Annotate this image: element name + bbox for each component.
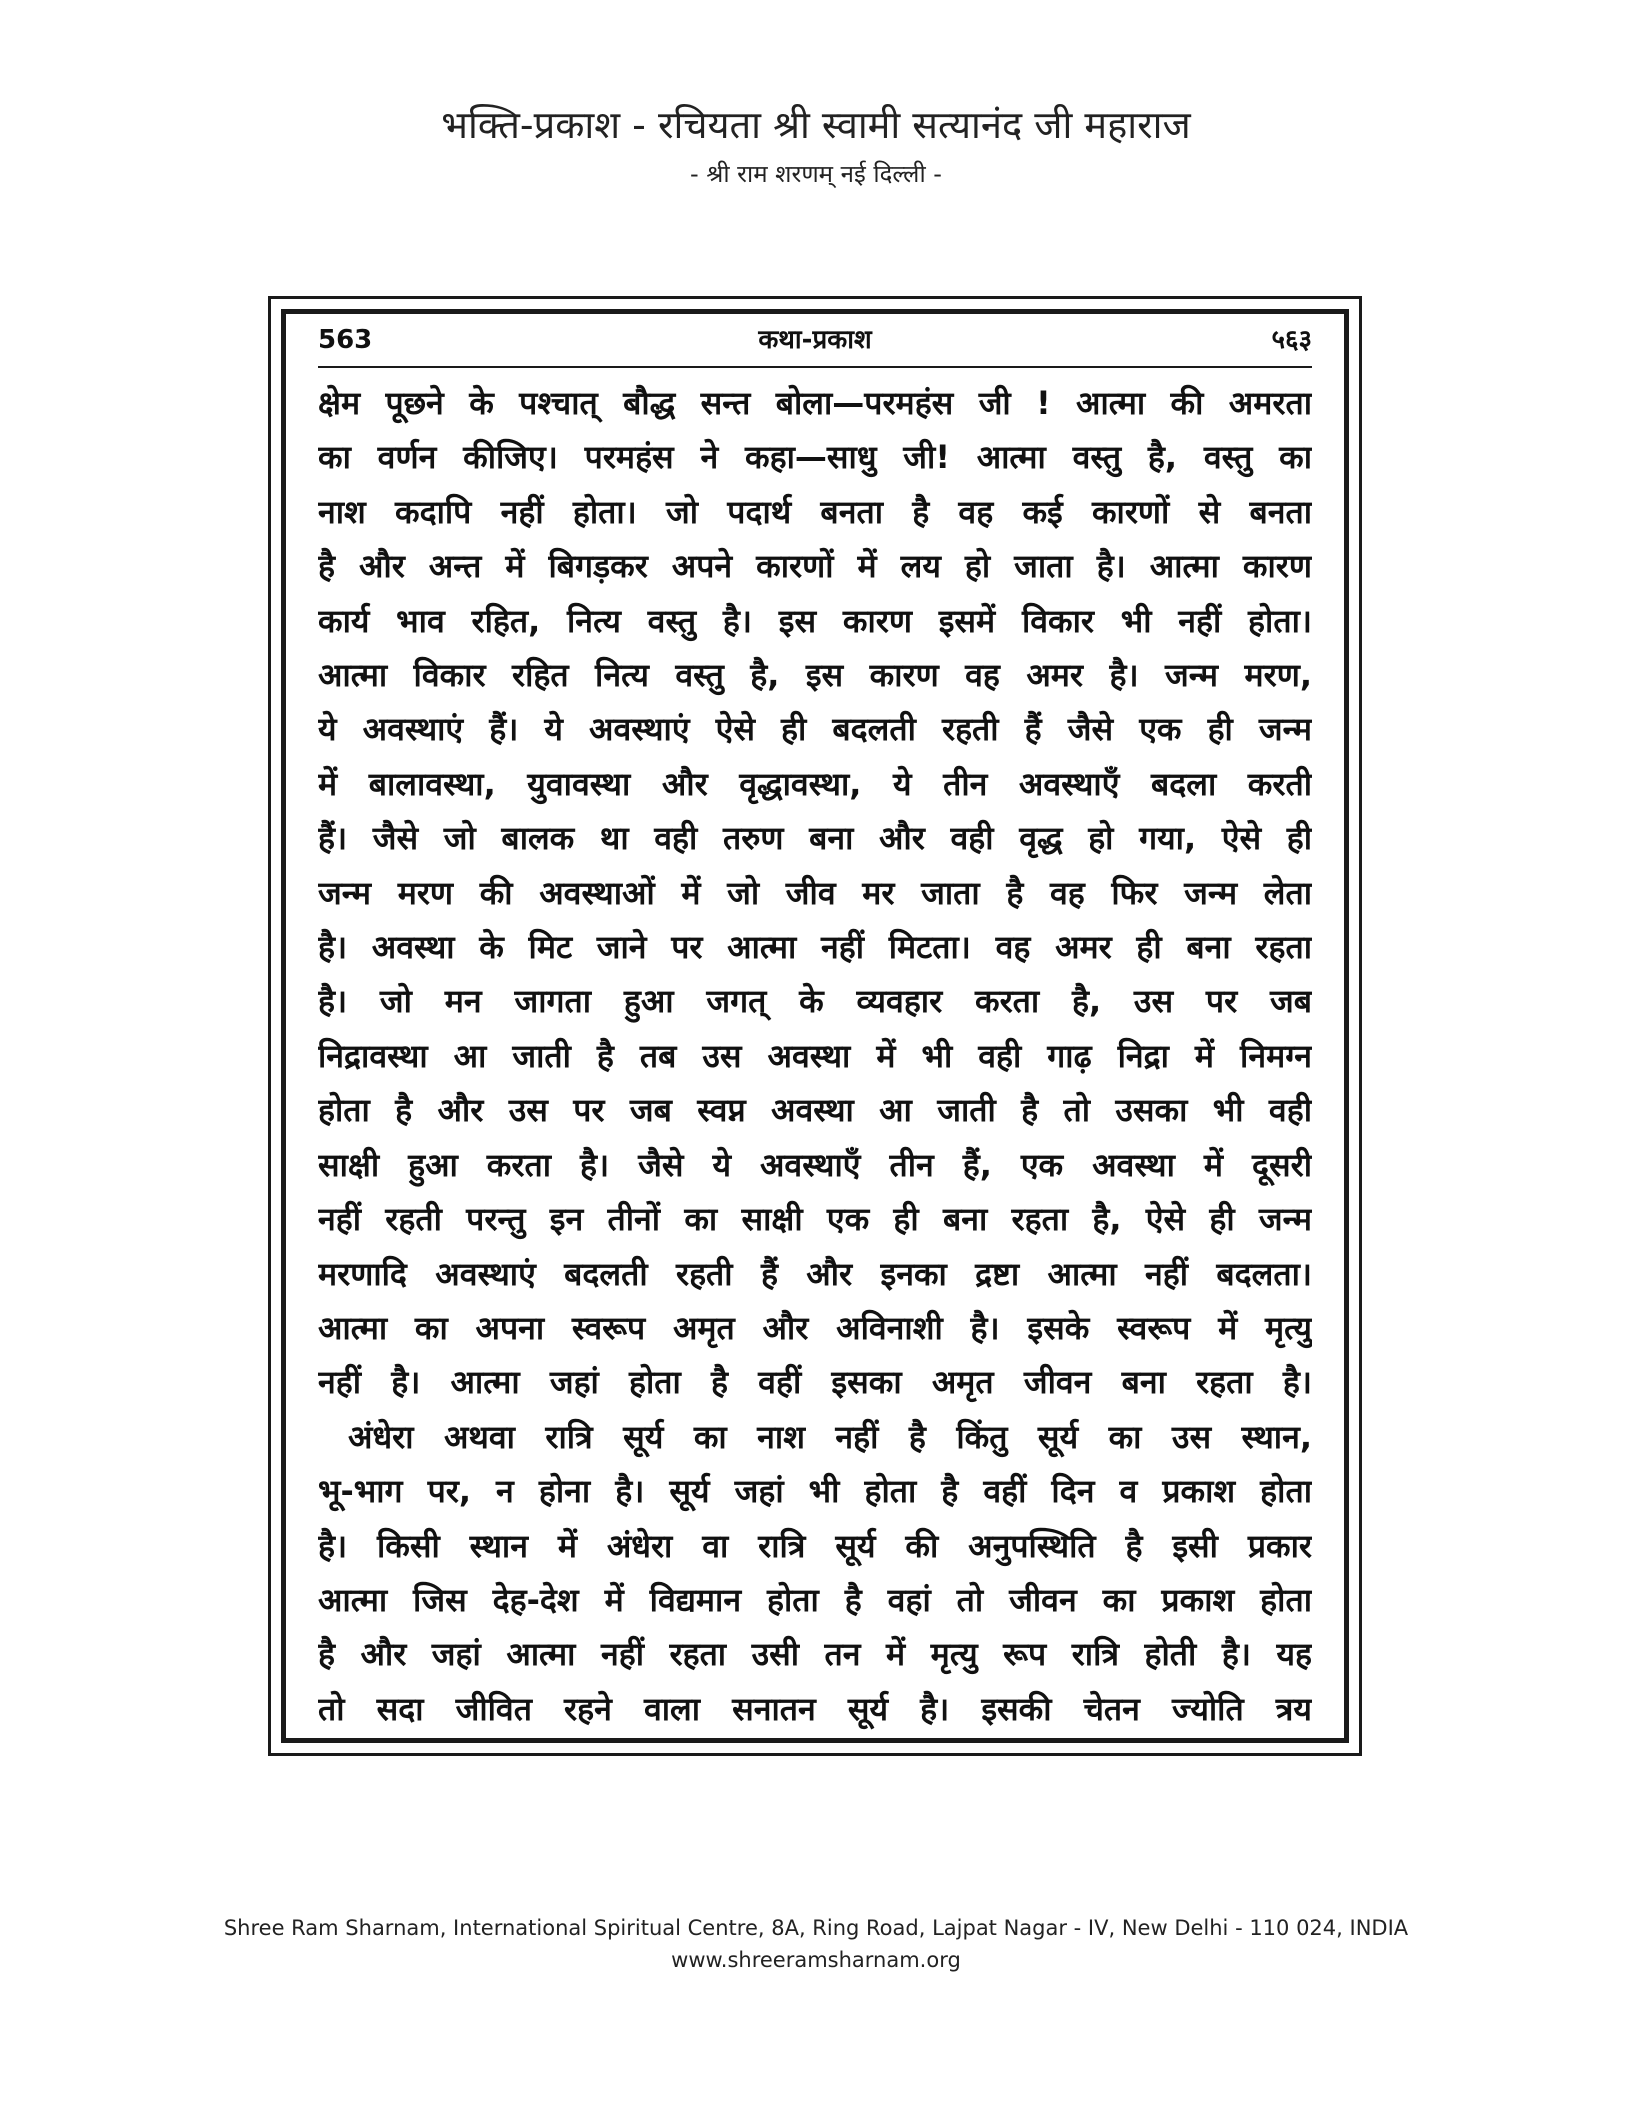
page-footer: [0, 1912, 1632, 1976]
text-line: नाश कदापि नहीं होता। जो पदार्थ बनता है वह कई कारणों से बनता: [318, 492, 1312, 531]
text-line: साक्षी हुआ करता है। जैसे ये अवस्थाएँ तीन हैं, एक अवस्था में दूसरी: [318, 1145, 1312, 1184]
footer-address: Shree Ram Sharnam, International Spiritual Centre, 8A, Ring Road, Lajpat Nagar - IV, New Delhi - 110 024, INDIA: [223, 1916, 1409, 1940]
text-line: हैं। जैसे जो बालक था वही तरुण बना और वही वृद्ध हो गया, ऐसे ही: [318, 819, 1312, 858]
text-line: का वर्णन कीजिए। परमहंस ने कहा—साधु जी! आत्मा वस्तु है, वस्तु का: [318, 438, 1312, 477]
body-text: [318, 376, 1312, 1736]
page-frame-inner: [281, 309, 1349, 1743]
text-line: ये अवस्थाएं हैं। ये अवस्थाएं ऐसे ही बदलती रहती हैं जैसे एक ही जन्म: [318, 710, 1312, 749]
text-line: आत्मा विकार रहित नित्य वस्तु है, इस कारण वह अमर है। जन्म मरण,: [318, 656, 1312, 695]
text-line: आत्मा का अपना स्वरूप अमृत और अविनाशी है। इसके स्वरूप में मृत्यु: [318, 1308, 1312, 1347]
text-line: है। किसी स्थान में अंधेरा वा रात्रि सूर्य की अनुपस्थिति है इसी प्रकार: [318, 1526, 1312, 1565]
text-line: में बालावस्था, युवावस्था और वृद्धावस्था, ये तीन अवस्थाएँ बदला करती: [318, 764, 1312, 803]
text-line: है। जो मन जागता हुआ जगत् के व्यवहार करता है, उस पर जब: [318, 982, 1312, 1021]
running-head: [318, 314, 1312, 368]
page-number-arabic: 563: [318, 325, 373, 355]
text-line: क्षेम पूछने के पश्चात् बौद्ध सन्त बोला—परमहंस जी ! आत्मा की अमरता: [318, 384, 1312, 422]
page-number-devanagari: ५६३: [1271, 325, 1312, 355]
page-frame-outer: [268, 296, 1362, 1756]
book-subtitle: - श्री राम शरणम् नई दिल्ली -: [690, 160, 942, 188]
text-line: अंधेरा अथवा रात्रि सूर्य का नाश नहीं है किंतु सूर्य का उस स्थान,: [348, 1417, 1312, 1456]
text-line: कार्य भाव रहित, नित्य वस्तु है। इस कारण इसमें विकार भी नहीं होता।: [318, 601, 1312, 640]
text-line: आत्मा जिस देह-देश में विद्यमान होता है वहां तो जीवन का प्रकाश होता: [318, 1580, 1312, 1619]
text-line: है और अन्त में बिगड़कर अपने कारणों में लय हो जाता है। आत्मा कारण: [318, 547, 1312, 586]
text-line: मरणादि अवस्थाएं बदलती रहती हैं और इनका द्रष्टा आत्मा नहीं बदलता।: [318, 1254, 1312, 1293]
page-header: [0, 100, 1632, 194]
running-title: कथा-प्रकाश: [758, 325, 872, 355]
book-title: भक्ति-प्रकाश - रचियता श्री स्वामी सत्यानंद जी महाराज: [441, 103, 1191, 147]
text-line: है। अवस्था के मिट जाने पर आत्मा नहीं मिटता। वह अमर ही बना रहता: [318, 928, 1312, 967]
text-line: जन्म मरण की अवस्थाओं में जो जीव मर जाता है वह फिर जन्म लेता: [318, 873, 1312, 912]
footer-website: www.shreeramsharnam.org: [671, 1948, 961, 1972]
text-line: होता है और उस पर जब स्वप्न अवस्था आ जाती है तो उसका भी वही: [318, 1091, 1312, 1130]
text-line: है और जहां आत्मा नहीं रहता उसी तन में मृत्यु रूप रात्रि होती है। यह: [318, 1635, 1312, 1674]
text-line: भू-भाग पर, न होना है। सूर्य जहां भी होता है वहीं दिन व प्रकाश होता: [318, 1472, 1312, 1511]
text-line: नहीं है। आत्मा जहां होता है वहीं इसका अमृत जीवन बना रहता है।: [318, 1363, 1312, 1402]
text-line: निद्रावस्था आ जाती है तब उस अवस्था में भी वही गाढ़ निद्रा में निमग्न: [318, 1036, 1312, 1075]
text-line: तो सदा जीवित रहने वाला सनातन सूर्य है। इसकी चेतन ज्योति त्रय: [318, 1689, 1312, 1728]
text-line: नहीं रहती परन्तु इन तीनों का साक्षी एक ही बना रहता है, ऐसे ही जन्म: [318, 1200, 1312, 1239]
